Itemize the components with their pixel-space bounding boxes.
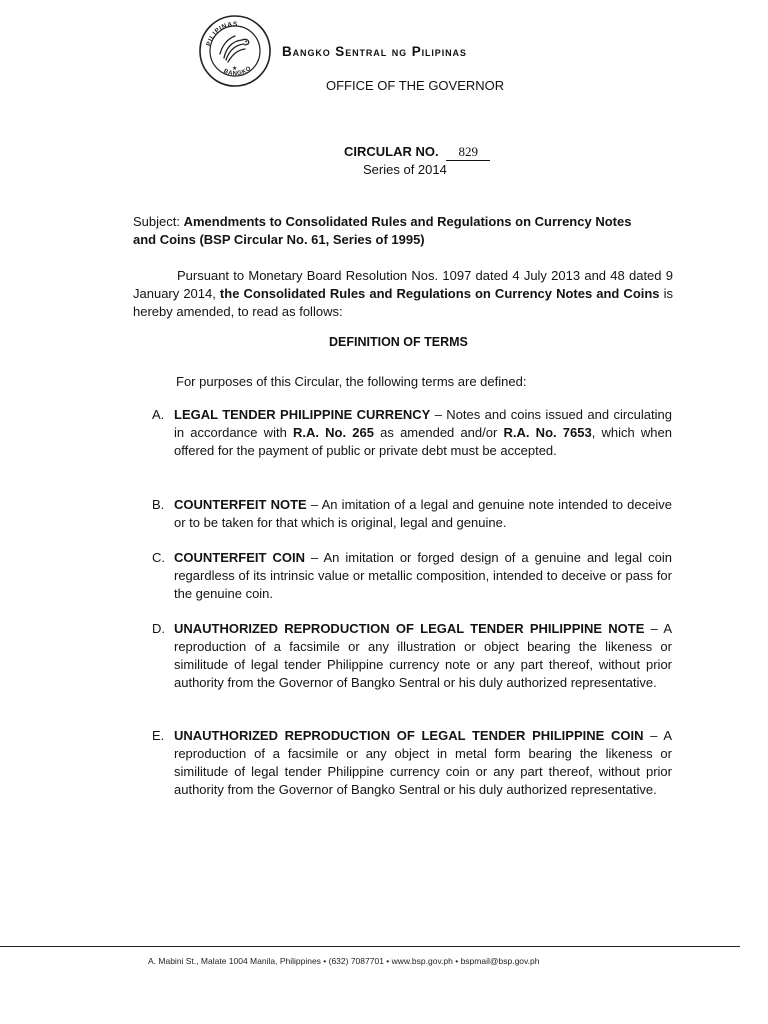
seal-text-top: PILIPINAS: [205, 20, 238, 47]
item-term: UNAUTHORIZED REPRODUCTION OF LEGAL TENDER PHILIPPINE COIN: [174, 728, 644, 743]
circular-series: Series of 2014: [363, 162, 447, 177]
pursuant-text-b: is hereby amended, to read as follows:: [133, 286, 673, 319]
bank-name: Bangko Sentral ng Pilipinas: [282, 44, 467, 59]
circular-number-line: [344, 144, 490, 161]
pursuant-bold: the Consolidated Rules and Regulations on Currency Notes and Coins: [219, 286, 660, 301]
circular-number: 829: [446, 144, 490, 161]
svg-text:★: ★: [232, 65, 238, 72]
definition-item-b: [152, 496, 672, 532]
seal-text-bottom: BANGKO: [222, 65, 253, 78]
definition-item-d: [152, 620, 672, 692]
item-letter: E.: [152, 728, 165, 743]
item-text: as amended and/or: [373, 425, 504, 440]
item-text: – A reproduction of a facsimile or any object in metal form bearing the likeness or similitude of legal tender Philippine currency coin or any part thereof, without prior authority from the Governor of Bangko Sentral or his duly authorized representative.: [174, 728, 672, 797]
footer-address: A. Mabini St., Malate 1004 Manila, Philippines • (632) 7087701 • www.bsp.gov.ph • bspmail@bsp.gov.ph: [148, 956, 540, 966]
item-text: – A reproduction of a facsimile or any illustration or object bearing the likeness or similitude of legal tender Philippine currency note or any part thereof, without prior authority from the Governor of Bangko Sentral or his duly authorized representative.: [174, 621, 672, 690]
subject-label: Subject:: [133, 214, 180, 229]
eagle-seal-icon: [198, 14, 272, 88]
item-letter: B.: [152, 497, 165, 512]
subject-block: [133, 213, 673, 249]
item-letter: D.: [152, 621, 165, 636]
item-term: LEGAL TENDER PHILIPPINE CURRENCY: [174, 407, 431, 422]
subject-title-line2: and Coins (BSP Circular No. 61, Series of 1995): [133, 232, 425, 247]
definition-item-c: [152, 549, 672, 603]
office-title: OFFICE OF THE GOVERNOR: [326, 78, 505, 93]
definitions-intro: For purposes of this Circular, the following terms are defined:: [176, 374, 527, 389]
footer-divider: [0, 946, 740, 947]
item-letter: A.: [152, 407, 165, 422]
subject-title-line1: Amendments to Consolidated Rules and Regulations on Currency Notes: [183, 214, 632, 229]
item-letter: C.: [152, 550, 165, 565]
pursuant-paragraph: [133, 267, 673, 321]
item-text: , which when offered for the payment of public or private debt must be accepted.: [174, 425, 673, 458]
item-ra-ref: R.A. No. 7653: [503, 425, 592, 440]
item-ra-ref: R.A. No. 265: [292, 425, 374, 440]
definition-item-e: [152, 727, 672, 799]
item-text: – Notes and coins issued and circulating in accordance with: [174, 407, 672, 440]
circular-label: CIRCULAR NO.: [344, 144, 439, 159]
pursuant-text-a: Pursuant to Monetary Board Resolution Nos. 1097 dated 4 July 2013 and 48 dated 9 January 2014,: [133, 268, 673, 301]
definition-item-a: [152, 406, 672, 460]
item-term: COUNTERFEIT COIN: [174, 550, 305, 565]
item-text: – An imitation or forged design of a genuine and legal coin regardless of its intrinsic value or metallic composition, intended to deceive or pass for the genuine coin.: [174, 550, 672, 601]
item-term: COUNTERFEIT NOTE: [174, 497, 307, 512]
item-text: – An imitation of a legal and genuine note intended to deceive or to be taken for that which is original, legal and genuine.: [174, 497, 672, 530]
item-term: UNAUTHORIZED REPRODUCTION OF LEGAL TENDER PHILIPPINE NOTE: [174, 621, 645, 636]
definitions-heading: DEFINITION OF TERMS: [329, 335, 468, 349]
